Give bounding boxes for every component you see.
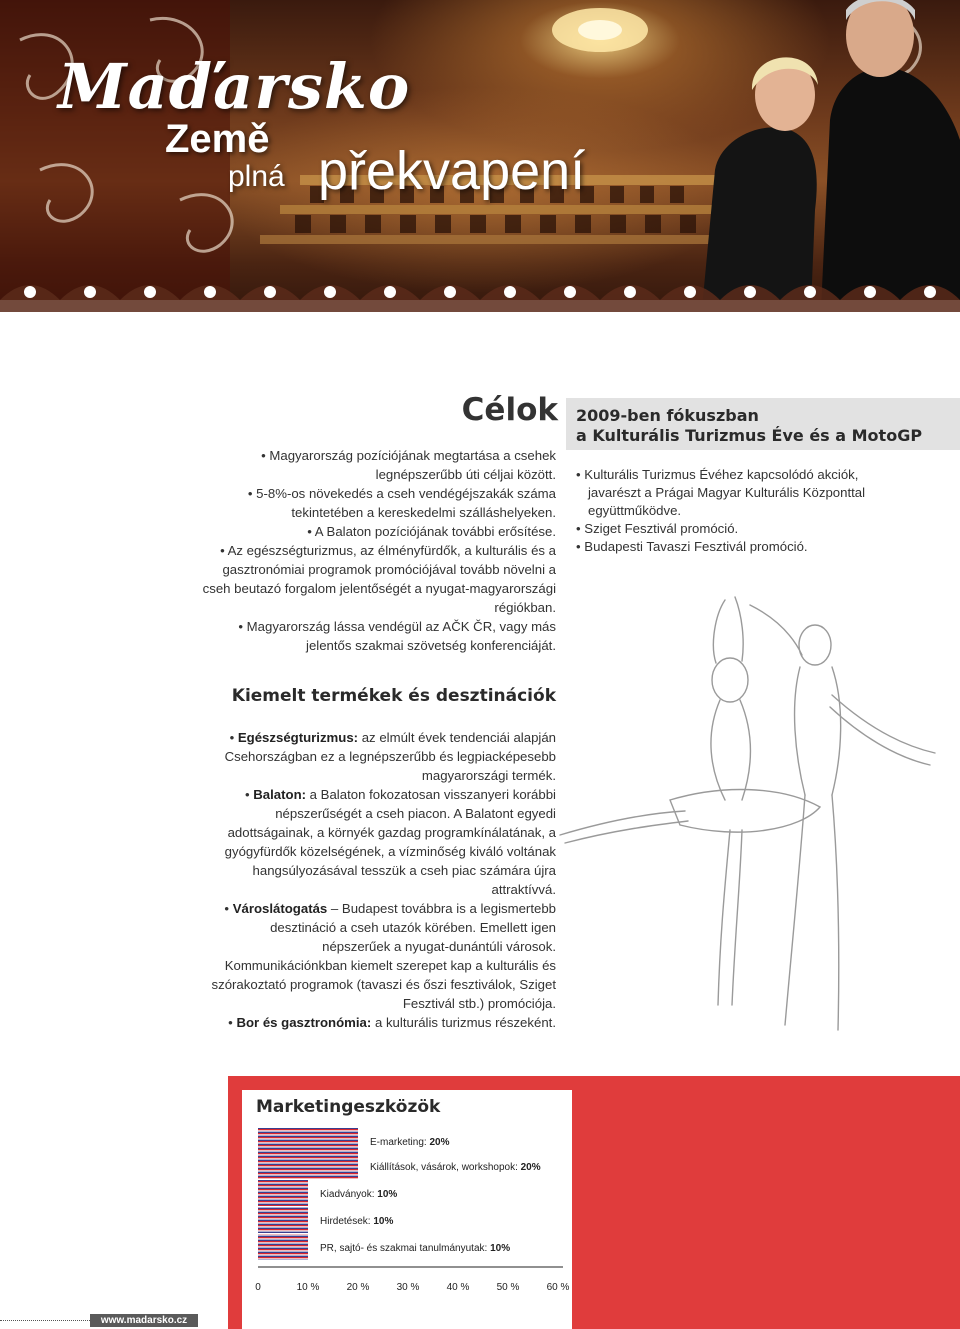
list-item: • A Balaton pozíciójának további erősítése. — [200, 522, 556, 541]
product-term: Városlátogatás — [232, 901, 328, 916]
header-banner — [0, 0, 960, 330]
x-tick-label: 50 % — [496, 1282, 520, 1293]
list-item: • Sziget Fesztivál promóció. — [576, 520, 896, 538]
chart-bar — [258, 1234, 308, 1260]
list-item: • Kulturális Turizmus Évéhez kapcsolódó akciók, javarészt a Prágai Magyar Kulturális Központtal együttműködve. — [576, 466, 896, 520]
chart-bar-label: Hirdetések: 10% — [320, 1216, 394, 1227]
list-item — [200, 785, 556, 899]
product-term: Balaton: — [253, 787, 307, 802]
products-list — [200, 728, 556, 1032]
product-term: Bor és gasztronómia: — [236, 1015, 372, 1030]
title-country: Maďarsko — [58, 50, 411, 123]
list-item: • Magyarország lássa vendégül az AČK ČR, vagy más jelentős szakmai szövetség konferenciáját. — [200, 617, 556, 655]
products-title: Kiemelt termékek és desztinációk — [231, 686, 556, 706]
x-tick-label: 60 % — [546, 1282, 570, 1293]
website-link[interactable]: www.madarsko.cz — [100, 1315, 188, 1326]
title-land: Země — [165, 117, 270, 161]
goals-title: Célok — [461, 392, 558, 428]
list-item: • 5-8%-os növekedés a cseh vendégéjszakák száma tekintetében a kereskedelmi szálláshelyeken. — [200, 484, 556, 522]
product-text: a kulturális turizmus részeként. — [371, 1015, 556, 1030]
list-item — [200, 1013, 556, 1032]
product-term: Egészségturizmus: — [237, 730, 359, 745]
x-tick-label: 40 % — [446, 1282, 470, 1293]
focus-subtitle: a Kulturális Turizmus Éve és a MotoGP — [576, 426, 923, 445]
x-tick-label: 10 % — [296, 1282, 320, 1293]
chart-title: Marketingeszközök — [256, 1097, 441, 1117]
marketing-bar-chart — [242, 1125, 572, 1305]
list-item — [200, 899, 556, 1013]
chart-bar — [258, 1207, 308, 1233]
chart-bar-label: Kiállítások, vásárok, workshopok: 20% — [370, 1162, 541, 1173]
x-tick-label: 0 — [255, 1282, 261, 1293]
chart-bar-label: E-marketing: 20% — [370, 1137, 450, 1148]
x-tick-label: 20 % — [346, 1282, 370, 1293]
list-item — [200, 728, 556, 785]
chart-bar-label: PR, sajtó- és szakmai tanulmányutak: 10% — [320, 1243, 511, 1254]
footer-dotted-line — [0, 1320, 90, 1321]
chart-bar-label: Kiadványok: 10% — [320, 1189, 398, 1200]
chart-bar — [258, 1128, 358, 1154]
product-text: a Balaton fokozatosan visszanyeri korábbi népszerűségét a cseh piacon. A Balatont egyedi adottságainak, a környék gazdag programkínálatának, a gyógyfürdők közelségének, a vízminőség kiváló voltának hangsúlyozásával tesszük a cseh piac számára újra attraktívvá. — [224, 787, 556, 897]
list-item: • Magyarország pozíciójának megtartása a csehek legnépszerűbb úti céljai között. — [200, 446, 556, 484]
product-text: az elmúlt évek tendenciái alapján Csehországban ez a legnépszerűbb és legpiacképesebb magyarországi termék. — [224, 730, 556, 783]
product-text: – Budapest továbbra is a legismertebb desztináció a cseh utazók körében. Emellett igen népszerűek a nyugat-dunántúli városok. Kommunikációnkban kiemelt szerepet kap a kulturális és szórakoztató programok (tavaszi és őszi fesztiválok, Sziget Fesztivál stb.) promóciója. — [211, 901, 556, 1011]
focus-title: 2009-ben fókuszban — [576, 406, 759, 425]
list-item: • Budapesti Tavaszi Fesztivál promóció. — [576, 538, 896, 556]
x-tick-label: 30 % — [396, 1282, 420, 1293]
ballet-dancers-illustration — [520, 585, 940, 1055]
title-surprises: překvapení — [318, 141, 586, 201]
chart-bar — [258, 1153, 358, 1179]
goals-list — [200, 446, 556, 655]
title-full: plná — [228, 160, 285, 193]
chart-bar — [258, 1180, 308, 1206]
focus-list — [576, 466, 896, 556]
list-item: • Az egészségturizmus, az élményfürdők, a kulturális és a gasztronómiai programok promóciójával tovább növelni a cseh beutazó forgalom jelentőségét a nyugat-magyarországi régiókban. — [200, 541, 556, 617]
